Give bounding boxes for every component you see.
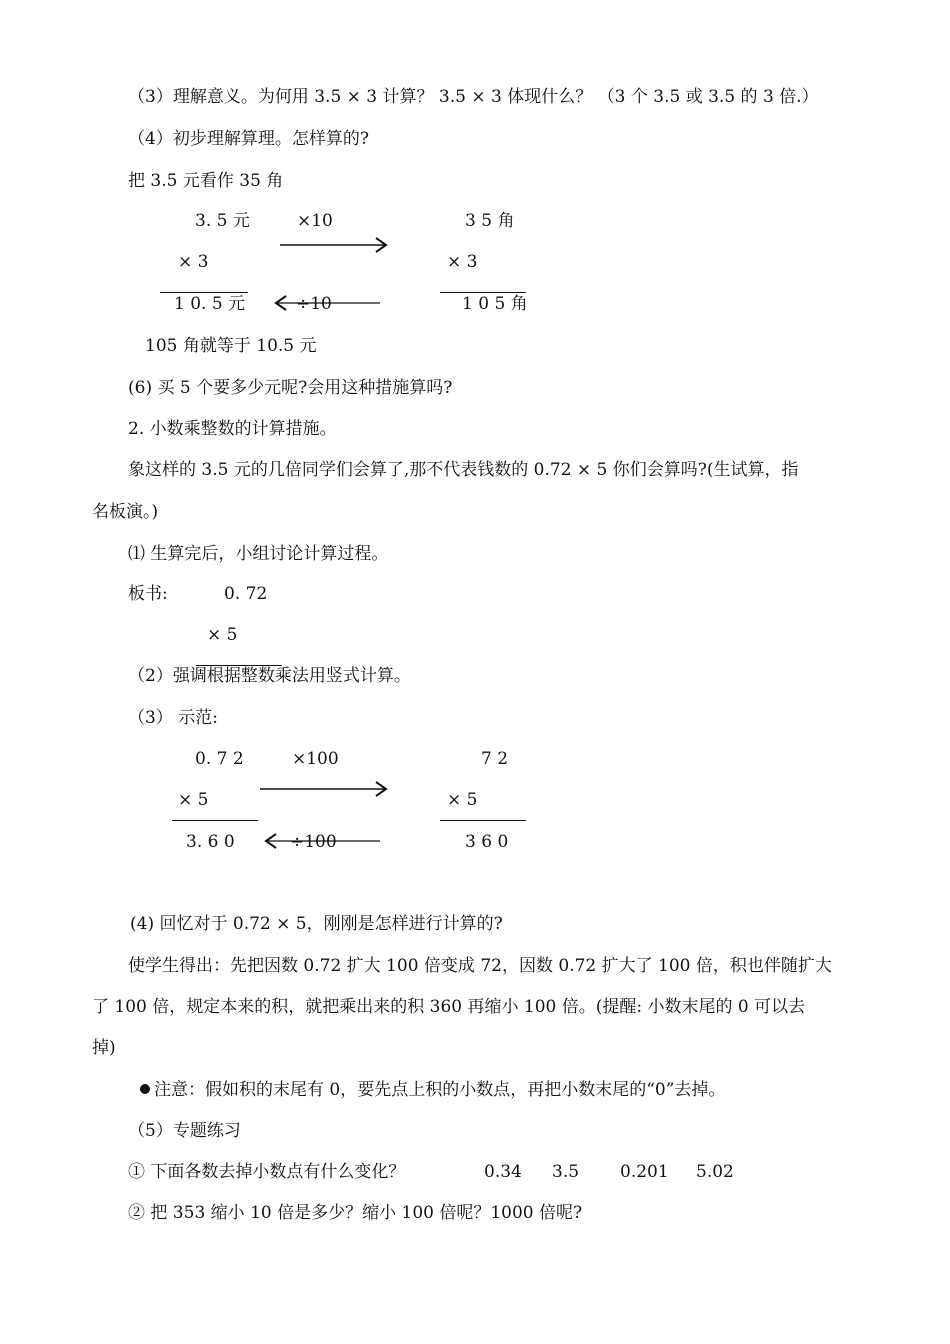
heading-2-decimal-times-integer: 2. 小数乘整数的计算措施。 (128, 419, 337, 439)
calc2-arrow-left-label: ÷100 (290, 832, 337, 852)
calc2-mul-left: × 5 (178, 790, 209, 810)
calc1-top-left: 3. 5 元 (195, 211, 250, 231)
calc2-rule-left (172, 820, 258, 821)
calc2-rule-right (440, 820, 526, 821)
paragraph-students-derive-line-3: 掉) (92, 1038, 116, 1058)
line-1-group-discuss: ⑴ 生算完后，小组讨论计算过程。 (128, 544, 389, 564)
line-treat-as-jiao: 把 3.5 元看作 35 角 (128, 171, 284, 191)
calc1-mul-right: × 3 (447, 252, 478, 272)
paragraph-intro-line-2: 名板演。) (92, 502, 159, 522)
calc2-result-right: 3 6 0 (465, 832, 509, 852)
exercise-1-num-1: 0.34 (484, 1162, 522, 1182)
exercise-2: ② 把 353 缩小 10 倍是多少？缩小 100 倍呢？1000 倍呢? (128, 1203, 583, 1223)
paragraph-students-derive-line-1: 使学生得出：先把因数 0.72 扩大 100 倍变成 72，因数 0.72 扩大了 100 倍，积也伴随扩大 (128, 956, 832, 976)
line-2-vertical-calc: （2）强调根据整数乘法用竖式计算。 (128, 666, 411, 686)
calc1-result-right: 1 0 5 角 (462, 294, 528, 314)
line-5-special-practice: （5）专题练习 (128, 1121, 241, 1141)
calc2-mul-right: × 5 (447, 790, 478, 810)
line-105-jiao: 105 角就等于 10.5 元 (145, 336, 317, 356)
right-arrow-icon (260, 780, 390, 798)
calc1-arrow-right-label: ×10 (297, 211, 333, 231)
paragraph-intro-line-1: 象这样的 3.5 元的几倍同学们会算了,那不代表钱数的 0.72 × 5 你们会算吗?(生试算，指 (128, 460, 799, 480)
calc1-mul-left: × 3 (178, 252, 209, 272)
calc1-arrow-left-label: ÷10 (296, 294, 332, 314)
line-3-understand-meaning: （3）理解意义。为何用 3.5 × 3 计算？ 3.5 × 3 体现什么？ （3 个 3.5 或 3.5 的 3 倍.） (128, 87, 819, 107)
board-label: 板书: (128, 584, 168, 604)
exercise-1-num-2: 3.5 (552, 1162, 580, 1182)
bullet-icon (140, 1084, 150, 1094)
calc2-top-right: 7 2 (481, 749, 509, 769)
calc1-result-left: 1 0. 5 元 (174, 294, 246, 314)
line-4-arithmetic-principle: （4）初步理解算理。怎样算的? (128, 129, 369, 149)
calc1-top-right: 3 5 角 (465, 211, 515, 231)
note-line (140, 1079, 725, 1101)
exercise-1-num-3: 0.201 (620, 1162, 669, 1182)
calc2-arrow-right-label: ×100 (292, 749, 339, 769)
paragraph-students-derive-line-2: 了 100 倍，规定本来的积，就把乘出来的积 360 再缩小 100 倍。(提醒: 小数末尾的 0 可以去 (92, 997, 806, 1017)
calc2-result-left: 3. 6 0 (186, 832, 235, 852)
right-arrow-icon (280, 236, 390, 254)
board-top: 0. 72 (224, 584, 268, 604)
note-text: 注意：假如积的末尾有 0，要先点上积的小数点，再把小数末尾的“0”去掉。 (154, 1080, 726, 1100)
board-mul: × 5 (207, 625, 238, 645)
line-3-demo: （3） 示范: (128, 708, 218, 728)
line-4-recall: (4) 回忆对于 0.72 × 5，刚刚是怎样进行计算的? (130, 914, 503, 934)
exercise-1-num-4: 5.02 (696, 1162, 734, 1182)
line-6-buy-five: (6) 买 5 个要多少元呢?会用这种措施算吗? (128, 378, 453, 398)
calc2-top-left: 0. 7 2 (195, 749, 244, 769)
exercise-1: ① 下面各数去掉小数点有什么变化？ (128, 1162, 406, 1182)
